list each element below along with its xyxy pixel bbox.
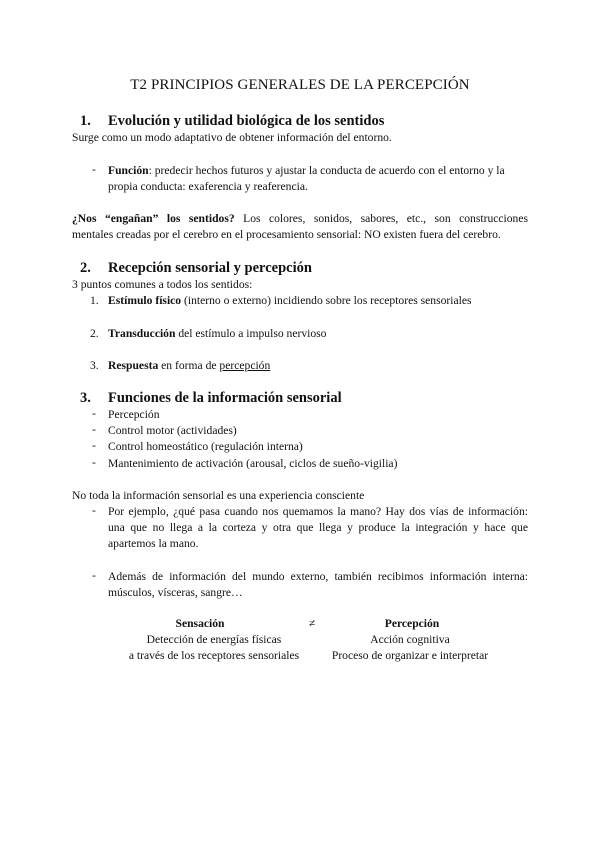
bullet-marker: - (92, 423, 96, 436)
list-item-number-1: 1. (90, 294, 99, 307)
percepcion-title: Percepción (384, 617, 440, 630)
list-item-2-bold: Transducción (108, 327, 176, 340)
sensacion-line-1: Detección de energías físicas (146, 633, 282, 646)
percepcion-line-2: Proceso de organizar e interpretar (331, 649, 489, 662)
section-3-heading: Funciones de la información sensorial (108, 390, 342, 406)
question-text: ¿Nos “engañan” los sentidos? (72, 212, 235, 225)
percepcion-line-1: Acción cognitiva (370, 633, 450, 646)
list-item-1 (108, 293, 472, 309)
section-2-heading: Recepción sensorial y percepción (108, 260, 312, 276)
funcion-line-1 (108, 163, 528, 179)
bullet-marker: - (92, 569, 96, 582)
bullet-marker: - (92, 439, 96, 452)
percepcion-underlined: percepción (219, 359, 271, 372)
section-1-heading: Evolución y utilidad biológica de los sentidos (108, 113, 385, 129)
funcion-text: : predecir hechos futuros y ajustar la conducta de acuerdo con el entorno y la (148, 164, 505, 177)
internal-line-2: músculos, vísceras, sangre… (108, 586, 243, 599)
example-line-1: Por ejemplo, ¿qué pasa cuando nos quemamos la mano? Hay dos vías de información: (108, 505, 528, 518)
internal-line-1: Además de información del mundo externo, también recibimos información interna: (108, 570, 528, 583)
page-title: T2 PRINCIPIOS GENERALES DE LA PERCEPCIÓN (130, 77, 470, 93)
section-1-intro: Surge como un modo adaptativo de obtener información del entorno. (72, 131, 392, 144)
not-equal-symbol: ≠ (308, 617, 316, 630)
bullet-marker: - (92, 504, 96, 517)
list-item-3-text: en forma de (158, 359, 220, 372)
section-2-number: 2. (80, 260, 91, 276)
function-item-4: Mantenimiento de activación (arousal, ciclos de sueño-vigilia) (108, 457, 398, 470)
funcion-line-2: propia conducta: exaferencia y reaferencia. (108, 180, 308, 193)
function-item-3: Control homeostático (regulación interna) (108, 440, 303, 453)
sensacion-line-2: a través de los receptores sensoriales (128, 649, 300, 662)
bullet-marker: - (92, 163, 96, 176)
list-item-2 (108, 326, 326, 342)
example-line-2: una que no llega a la corteza y otra que llega y produce la integración y hace que (108, 521, 528, 534)
section-3-number: 3. (80, 390, 91, 406)
list-item-1-bold: Estímulo físico (108, 294, 182, 307)
sensacion-title: Sensación (175, 617, 225, 630)
section-1-number: 1. (80, 113, 91, 129)
example-line-3: apartemos la mano. (108, 537, 199, 550)
section-2-intro: 3 puntos comunes a todos los sentidos: (72, 278, 253, 291)
function-item-1: Percepción (108, 408, 160, 421)
list-item-1-text: (interno o externo) incidiendo sobre los receptores sensoriales (181, 294, 472, 307)
conscious-note: No toda la información sensorial es una experiencia consciente (72, 489, 365, 502)
bullet-marker: - (92, 407, 96, 420)
function-item-2: Control motor (actividades) (108, 424, 237, 437)
list-item-3 (108, 358, 270, 374)
list-item-number-2: 2. (90, 327, 99, 340)
answer-text-1: Los colores, sonidos, sabores, etc., son construcciones (234, 212, 528, 225)
answer-line-2: mentales creadas por el cerebro en el procesamiento sensorial: NO existen fuera del cerebro. (72, 228, 501, 241)
question-line-1 (72, 211, 528, 227)
funcion-label: Función (108, 164, 149, 177)
bullet-marker: - (92, 456, 96, 469)
list-item-3-bold: Respuesta (108, 359, 159, 372)
list-item-2-text: del estímulo a impulso nervioso (175, 327, 327, 340)
list-item-number-3: 3. (90, 359, 99, 372)
